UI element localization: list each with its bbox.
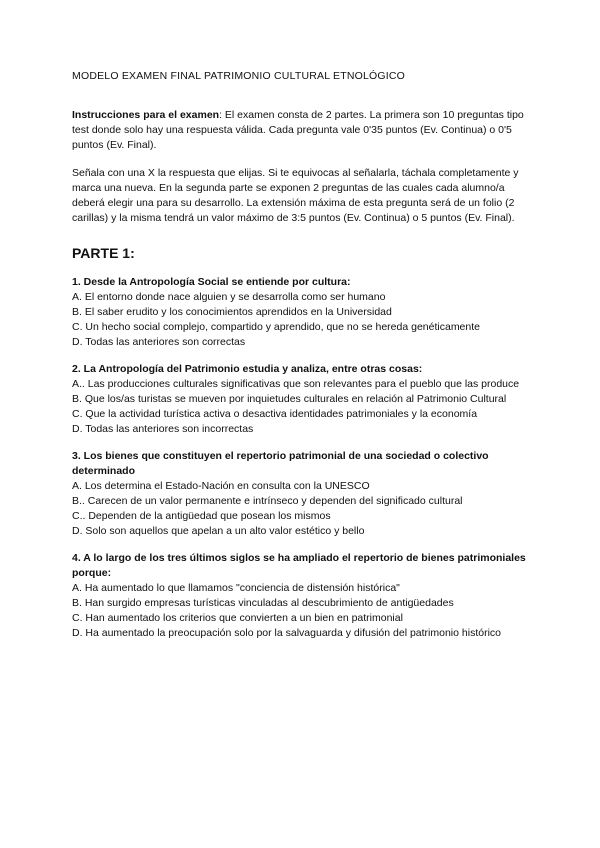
question-text: 1. Desde la Antropología Social se entiende por cultura: [72, 276, 351, 288]
option-a[interactable]: A. Los determina el Estado-Nación en consulta con la UNESCO [72, 480, 370, 492]
option-d[interactable]: D. Todas las anteriores son correctas [72, 336, 246, 348]
question-text: 4. A lo largo de los tres últimos siglos se ha ampliado el repertorio de bienes patrimoniales porque: [72, 552, 526, 579]
option-c[interactable]: C. Que la actividad turística activa o desactiva identidades patrimoniales y la economía [72, 408, 478, 420]
option-a[interactable]: A. Ha aumentado lo que llamamos "conciencia de distensión histórica" [72, 582, 400, 594]
question-4 [72, 551, 532, 641]
option-b[interactable]: B.. Carecen de un valor permanente e intrínseco y dependen del significado cultural [72, 495, 463, 507]
option-d[interactable]: D. Solo son aquellos que apelan a un alto valor estético y bello [72, 525, 365, 537]
instructions-label: Instrucciones para el examen [72, 109, 220, 121]
question-text: 3. Los bienes que constituyen el repertorio patrimonial de una sociedad o colectivo determinado [72, 450, 489, 477]
question-3 [72, 449, 532, 539]
option-c[interactable]: C.. Dependen de la antigüedad que posean los mismos [72, 510, 331, 522]
document-title: MODELO EXAMEN FINAL PATRIMONIO CULTURAL ETNOLÓGICO [72, 70, 406, 82]
option-d[interactable]: D. Todas las anteriores son incorrectas [72, 423, 254, 435]
option-d[interactable]: D. Ha aumentado la preocupación solo por la salvaguarda y difusión del patrimonio histórico [72, 627, 501, 639]
instructions-paragraph [72, 108, 532, 153]
question-1 [72, 275, 532, 350]
option-a[interactable]: A. El entorno donde nace alguien y se desarrolla como ser humano [72, 291, 386, 303]
marking-instructions-paragraph: Señala con una X la respuesta que elijas. Si te equivocas al señalarla, táchala completamente y marca una nueva. En la segunda parte se exponen 2 preguntas de las cuales cada alumno/a deberá elegir una para su desarrollo. La extensión máxima de esta pregunta será de un folio (2 carillas) y la misma tendrá un valor máximo de 3:5 puntos (Ev. Continua) o 5 puntos (Ev. Final). [72, 167, 519, 224]
option-b[interactable]: B. Han surgido empresas turísticas vinculadas al descubrimiento de antigüedades [72, 597, 454, 609]
exam-page [72, 70, 532, 653]
option-b[interactable]: B. El saber erudito y los conocimientos aprendidos en la Universidad [72, 306, 392, 318]
instructions-text: : El examen consta de 2 partes. La primera son 10 preguntas tipo test donde solo hay una respuesta válida. Cada pregunta vale 0'35 puntos (Ev. Continua) o 0'5 puntos (Ev. Final). [72, 109, 524, 151]
question-2 [72, 362, 532, 437]
part-heading: PARTE 1: [72, 245, 135, 261]
option-a[interactable]: A.. Las producciones culturales significativas que son relevantes para el pueblo que las produce [72, 378, 520, 390]
option-b[interactable]: B. Que los/as turistas se mueven por inquietudes culturales en relación al Patrimonio Cultural [72, 393, 507, 405]
question-text: 2. La Antropología del Patrimonio estudia y analiza, entre otras cosas: [72, 363, 423, 375]
option-c[interactable]: C. Un hecho social complejo, compartido y aprendido, que no se hereda genéticamente [72, 321, 480, 333]
option-c[interactable]: C. Han aumentado los criterios que convierten a un bien en patrimonial [72, 612, 403, 624]
